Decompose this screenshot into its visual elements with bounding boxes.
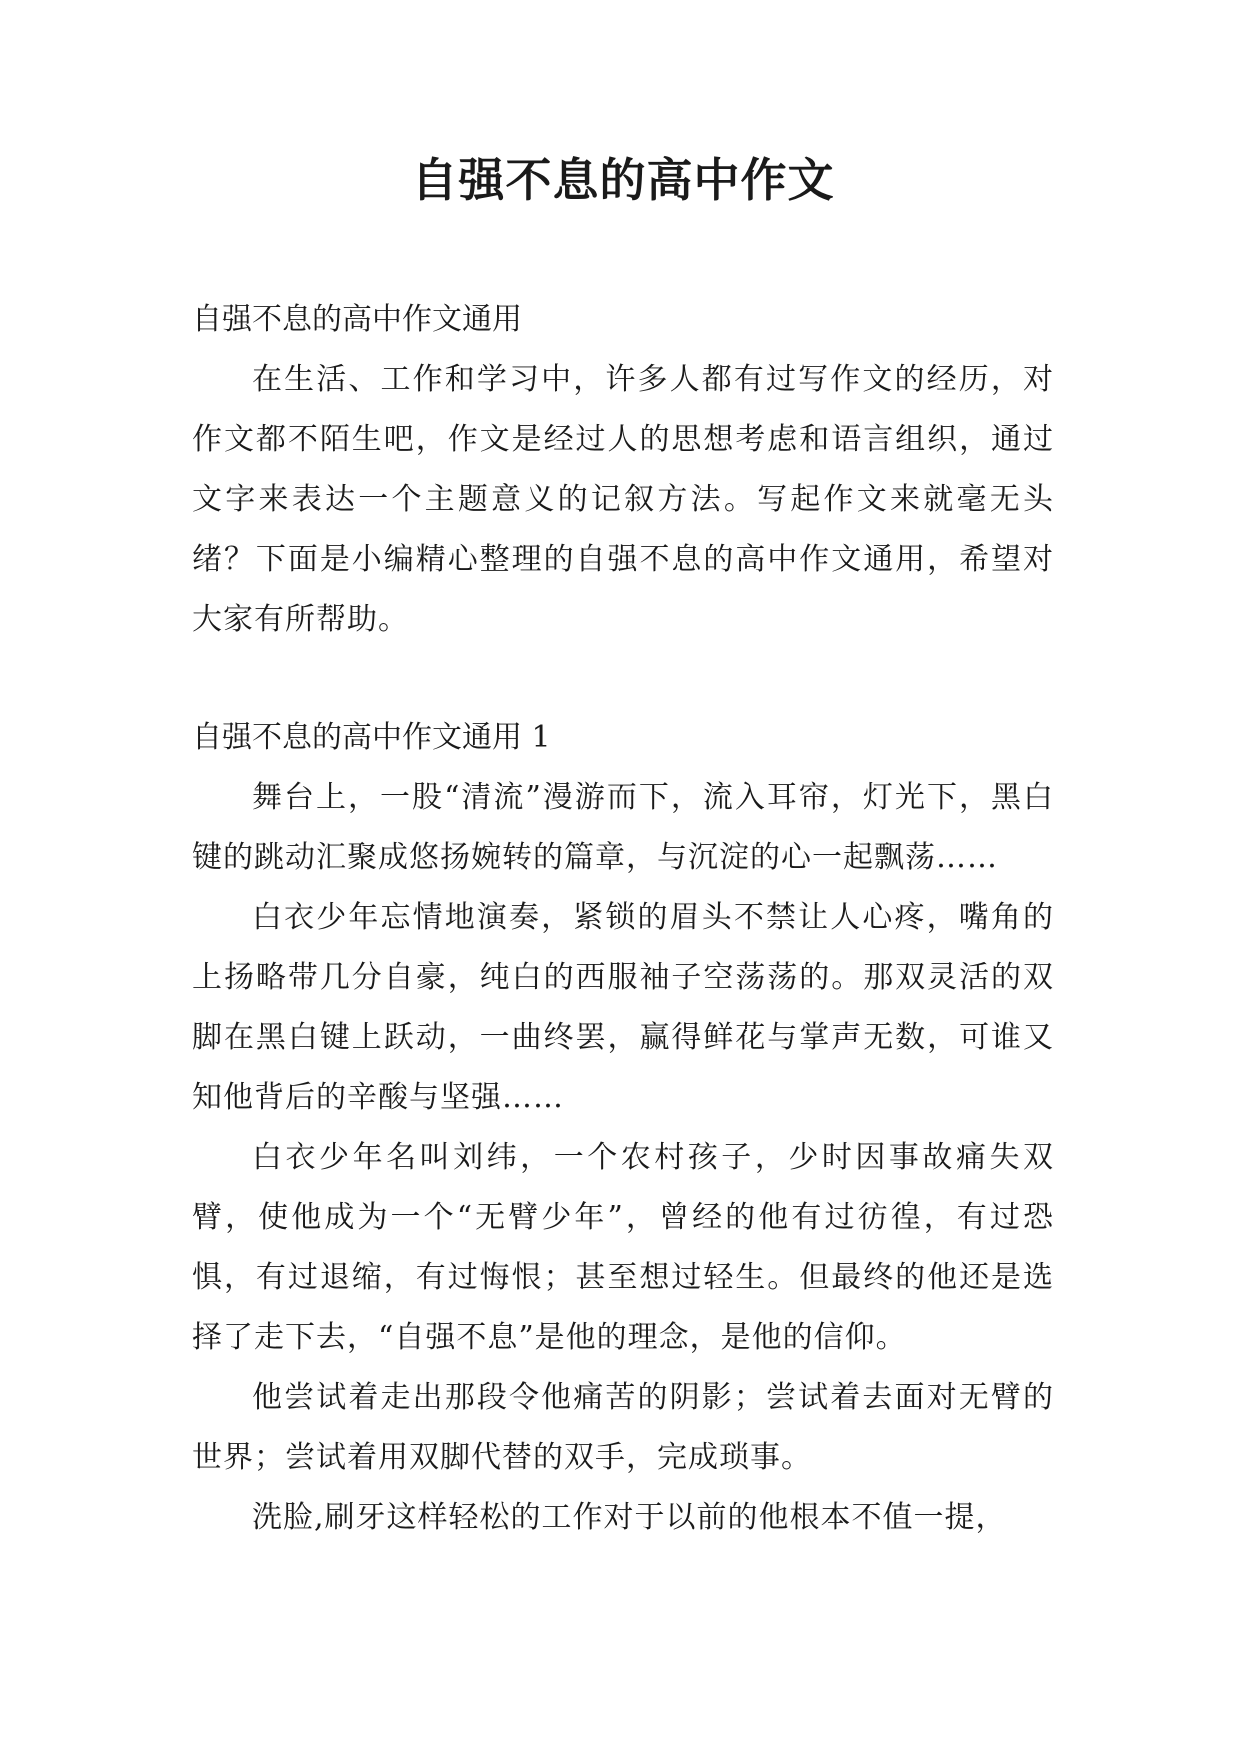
body-paragraph: 白衣少年名叫刘纬，一个农村孩子，少时因事故痛失双臂，使他成为一个“无臂少年”，曾经的他有过彷徨，有过恐惧，有过退缩，有过悔恨；甚至想过轻生。但最终的他还是选择了走下去，“自强不息”是他的理念，是他的信仰。 (192, 1140, 1054, 1355)
section-heading: 自强不息的高中作文通用 1 (192, 720, 551, 755)
document-subtitle: 自强不息的高中作文通用 (192, 302, 522, 337)
body-paragraph: 他尝试着走出那段令他痛苦的阴影；尝试着去面对无臂的世界；尝试着用双脚代替的双手，完成琐事。 (192, 1380, 1054, 1475)
document-title: 自强不息的高中作文 (411, 153, 835, 207)
body-paragraph: 舞台上，一股“清流”漫游而下，流入耳帘，灯光下，黑白键的跳动汇聚成悠扬婉转的篇章，与沉淀的心一起飘荡…… (192, 780, 1054, 875)
body-paragraph: 洗脸,刷牙这样轻松的工作对于以前的他根本不值一提， (252, 1500, 1007, 1535)
body-paragraph: 白衣少年忘情地演奏，紧锁的眉头不禁让人心疼，嘴角的上扬略带几分自豪，纯白的西服袖子空荡荡的。那双灵活的双脚在黑白键上跃动，一曲终罢，赢得鲜花与掌声无数，可谁又知他背后的辛酸与坚强…… (192, 900, 1054, 1115)
intro-paragraph: 在生活、工作和学习中，许多人都有过写作文的经历，对作文都不陌生吧，作文是经过人的思想考虑和语言组织，通过文字来表达一个主题意义的记叙方法。写起作文来就毫无头绪？下面是小编精心整理的自强不息的高中作文通用，希望对大家有所帮助。 (192, 362, 1054, 637)
